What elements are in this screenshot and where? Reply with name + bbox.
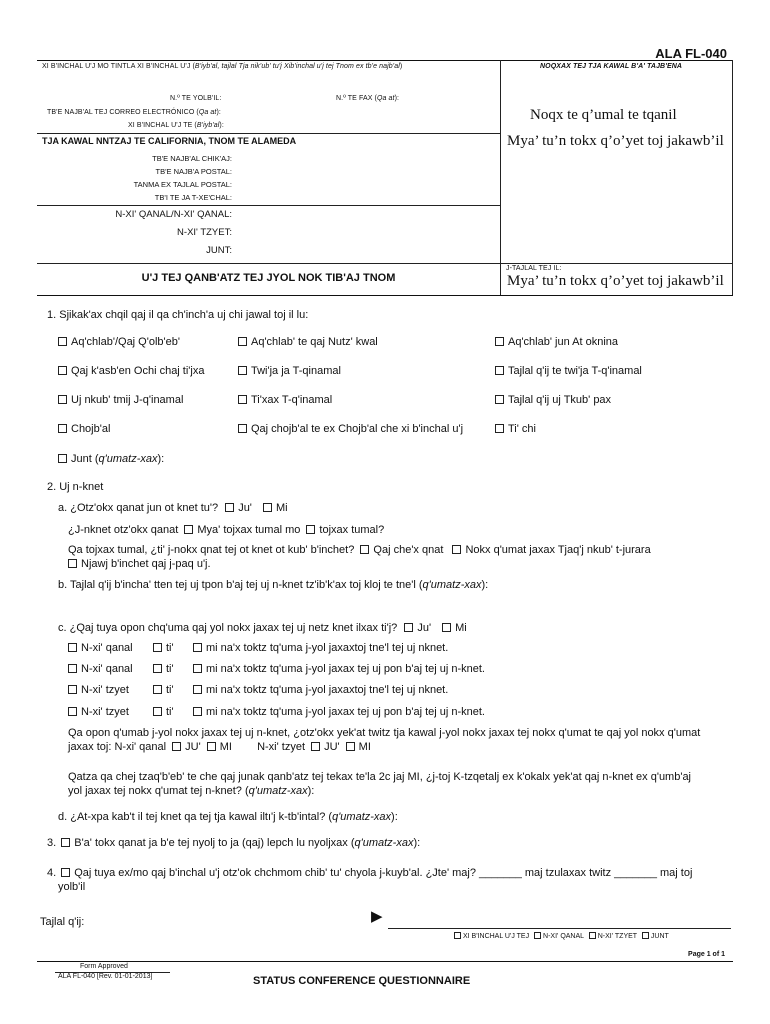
q1-option-2[interactable]: Aq'chlab' te qaj Nutz' kwal — [238, 336, 378, 348]
checkbox[interactable] — [238, 424, 247, 433]
document-title: U'J TEJ QANB'ATZ TEJ JYOL NOK TIB'AJ TNOM — [141, 272, 396, 284]
email-label: TB'E NAJB'AL TEJ CORREO ELECTRÓNICO (Qa at): — [47, 109, 221, 116]
footer-rule — [37, 961, 733, 962]
no-checkbox[interactable] — [193, 643, 202, 652]
q1-option-11[interactable]: Qaj chojb'al te ex Chojb'al che xi b'inchal u'j — [238, 423, 463, 435]
checkbox[interactable] — [495, 366, 504, 375]
q1-option-10[interactable]: Chojb'al — [58, 423, 110, 435]
checkbox[interactable] — [238, 337, 247, 346]
q2b-text: b. Tajlal q'ij b'incha' tten tej uj tpon b'aj tej uj n-knet tz'ib'k'ax toj kloj te tne'l (q'umatz-xax): — [58, 579, 489, 591]
q1-option-9[interactable]: Tajlal q'ij uj Tkub' pax — [495, 394, 611, 406]
checkbox[interactable] — [58, 337, 67, 346]
q2a-yes-checkbox[interactable] — [225, 503, 234, 512]
yes-checkbox[interactable] — [153, 685, 162, 694]
q2c-petitioner-no-checkbox[interactable] — [207, 742, 216, 751]
q2c-row — [68, 642, 448, 654]
checkbox[interactable] — [495, 424, 504, 433]
q2d-text: d. ¿At-xpa kab't il tej knet qa tej tja kawal iltı'j k-tb'intal? (q'umatz-xax): — [58, 811, 398, 823]
row-description: mi na'x toktz tq'uma j-yol jaxax tej uj pon b'aj tej uj n-knet. — [206, 706, 485, 718]
q2a-text: a. ¿Otz'okx qanat jun ot knet tu'? Ju' Mi — [58, 502, 288, 514]
q1-text: 1. Sjikak'ax chqil qaj il qa ch'inch'a uj chi jawal toj il lu: — [47, 309, 309, 321]
q2-title: 2. Uj n-knet — [47, 481, 104, 493]
q2c-note-line1: Qatza qa chej tzaq'b'eb' te che qaj junak qanb'atz tej tekax te'la 2c jaj MI, ¿j-toj K-tzqetalj ex k'okalx yek'at qaj n-knet ex q'umb'aj — [68, 771, 692, 783]
court-use-label: NOQXAX TEJ TJA KAWAL B'A' TAJB'ENA — [540, 63, 683, 70]
yes-label: ti' — [166, 706, 174, 718]
q1-option-other[interactable]: Junt (q'umatz-xax): — [58, 453, 164, 465]
court-box-line1: Noqx te q’umal te tqanil — [530, 107, 677, 123]
q2c-row — [68, 663, 485, 675]
checkbox[interactable] — [58, 395, 67, 404]
form-revision: ALA FL-040 [Rev. 01-01-2013] — [58, 973, 153, 980]
fax-label: N.º TE FAX (Qa at): — [336, 95, 400, 102]
checkbox[interactable] — [534, 932, 541, 939]
q1-option-1[interactable]: Aq'chlab'/Qaj Q'olb'eb' — [58, 336, 180, 348]
branch-label: TB'I TE JA T-XE'CHAL: — [154, 193, 232, 202]
party-checkbox[interactable] — [68, 664, 77, 673]
party-checkbox[interactable] — [68, 643, 77, 652]
header-right-border — [732, 60, 733, 295]
q2a-complete-checkbox[interactable] — [306, 525, 315, 534]
no-checkbox[interactable] — [193, 707, 202, 716]
case-number-value: Mya’ tu’n tokx q’o’yet toj jakawb’il — [507, 273, 724, 289]
checkbox[interactable] — [495, 395, 504, 404]
yes-checkbox[interactable] — [153, 664, 162, 673]
checkbox[interactable] — [238, 395, 247, 404]
party-label: N-xi' qanal — [81, 663, 133, 675]
q3-text: 3. B'a' tokx qanat ja b'e tej nyolj to ja (qaj) lepch lu nyoljxax (q'umatz-xax): — [47, 837, 421, 849]
q2a-report-served-checkbox[interactable] — [452, 545, 461, 554]
q2a-no-checkbox[interactable] — [263, 503, 272, 512]
q2c-no-checkbox[interactable] — [442, 623, 451, 632]
q2c-sub-line2: jaxax toj: N-xi' qanal JU' MI N-xi' tzyet JU' MI — [68, 741, 371, 753]
q2c-respondent-yes-checkbox[interactable] — [311, 742, 320, 751]
q2c-respondent-no-checkbox[interactable] — [346, 742, 355, 751]
yes-checkbox[interactable] — [153, 643, 162, 652]
street-label: TB'E NAJB'AL CHIK'AJ: — [152, 154, 232, 163]
row-description: mi na'x toktz tq'uma j-yol jaxaxtoj tne'l tej uj nknet. — [206, 684, 449, 696]
parties-rule — [37, 263, 733, 264]
yes-label: ti' — [166, 663, 174, 675]
q2c-note-line2: yol jaxax tej nokx q'umat tej n-knet? (q'umatz-xax): — [68, 785, 315, 797]
q1-option-3[interactable]: Aq'chlab' jun At oknina — [495, 336, 618, 348]
party-label: N-xi' tzyet — [81, 706, 129, 718]
q2a-completed-question: ¿J-nknet otz'okx qanat Mya' tojxax tumal mo tojxax tumal? — [68, 524, 385, 536]
row-description: mi na'x toktz tq'uma j-yol jaxaxtoj tne'l tej uj nknet. — [206, 642, 449, 654]
signature-role-options: XI B'INCHAL U'J TEJ N-XI' QANAL N-XI' TZYET JUNT — [454, 932, 669, 940]
yes-label: ti' — [166, 684, 174, 696]
checkbox[interactable] — [454, 932, 461, 939]
party-label: XI B'INCHAL U'J MO TINTLA XI B'INCHAL U'J (B'iyb'al, tajlal Tja nik'ub' tu'j Xib'inchal u'j tej Tnom ex tb'e najb'al) — [42, 63, 403, 70]
header-divider — [500, 60, 501, 295]
q3-checkbox[interactable] — [61, 838, 70, 847]
attorney-label: XI B'INCHAL U'J TE (B'iyb'al): — [128, 122, 224, 129]
q1-option-12[interactable]: Ti' chi — [495, 423, 536, 435]
q2a-report-not-done[interactable]: Njawj b'inchet qaj j-paq u'j. — [68, 558, 211, 570]
yes-label: ti' — [166, 642, 174, 654]
q1-option-5[interactable]: Twi'ja ja T-qinamal — [238, 365, 341, 377]
q2c-yes-checkbox[interactable] — [404, 623, 413, 632]
form-id: ALA FL-040 — [655, 46, 727, 61]
footer-title: STATUS CONFERENCE QUESTIONNAIRE — [253, 975, 471, 987]
petitioner-label: N-XI' QANAL/N-XI' QANAL: — [115, 209, 232, 220]
checkbox[interactable] — [642, 932, 649, 939]
joint-label: JUNT: — [206, 245, 232, 256]
party-label: N-xi' tzyet — [81, 684, 129, 696]
q2a-not-complete-checkbox[interactable] — [184, 525, 193, 534]
q1-option-7[interactable]: Uj nkub' tmij J-q'inamal — [58, 394, 183, 406]
court-name: TJA KAWAL NNTZAJ TE CALIFORNIA, TNOM TE ALAMEDA — [42, 136, 297, 146]
mailing-label: TB'E NAJB'A POSTAL: — [155, 167, 232, 176]
date-label: Tajlal q'ij: — [40, 916, 85, 928]
party-checkbox[interactable] — [68, 685, 77, 694]
q2a-report-filed-checkbox[interactable] — [360, 545, 369, 554]
page-number: Page 1 of 1 — [688, 951, 725, 958]
row-description: mi na'x toktz tq'uma j-yol jaxax tej uj pon b'aj tej uj n-knet. — [206, 663, 485, 675]
title-bottom-rule — [37, 295, 733, 296]
q4-checkbox[interactable] — [61, 868, 70, 877]
q2c-petitioner-yes-checkbox[interactable] — [172, 742, 181, 751]
yes-checkbox[interactable] — [153, 707, 162, 716]
checkbox[interactable] — [58, 454, 67, 463]
signature-arrow-icon: ▶ — [371, 908, 383, 925]
q1-option-8[interactable]: Ti'xax T-q'inamal — [238, 394, 332, 406]
city-label: TANMA EX TAJLAL POSTAL: — [133, 180, 232, 189]
q2c-row — [68, 706, 485, 718]
no-checkbox[interactable] — [193, 685, 202, 694]
q2a-report-question: Qa tojxax tumal, ¿ti' j-nokx qnat tej ot knet ot kub' b'inchet? Qaj che'x qnat Nokx q'umat jaxax Tjaq'j nkub' t-jurara — [68, 544, 651, 556]
q4-line1: 4. Qaj tuya ex/mo qaj b'inchal u'j otz'ok chchmom chib' tu' chyola j-kuyb'al. ¿Jte' maj? _______ maj tzulaxax twitz _______ maj toj — [47, 867, 693, 879]
court-box-line2: Mya’ tu’n tokx q’o’yet toj jakawb’il — [507, 133, 724, 149]
q2c-sub-line1: Qa opon q'umab j-yol nokx jaxax tej uj n-knet, ¿otz'okx yek'at twitz tja kawal j-yol nokx jaxax tej nokx q'umat te qaj yol nokx q'umat — [68, 727, 701, 739]
attorney-rule — [37, 133, 500, 134]
q4-line2: yolb'il — [58, 881, 86, 893]
case-number-label: J-TAJLAL TEJ IL: — [506, 265, 562, 272]
header-top-rule — [37, 60, 733, 61]
party-label: N-xi' qanal — [81, 642, 133, 654]
checkbox[interactable] — [495, 337, 504, 346]
signature-line[interactable] — [388, 928, 731, 929]
checkbox[interactable] — [589, 932, 596, 939]
q2c-row — [68, 684, 448, 696]
phone-label: N.º TE YOLB'IL: — [170, 95, 222, 102]
no-checkbox[interactable] — [193, 664, 202, 673]
q2c-text: c. ¿Qaj tuya opon chq'uma qaj yol nokx jaxax tej uj netz knet ilxax ti'j? Ju' Mi — [58, 622, 467, 634]
checkbox[interactable] — [238, 366, 247, 375]
court-rule — [37, 205, 500, 206]
form-approved: Form Approved — [80, 963, 128, 970]
checkbox[interactable] — [68, 559, 77, 568]
checkbox[interactable] — [58, 424, 67, 433]
q1-option-4[interactable]: Qaj k'asb'en Ochi chaj ti'jxa — [58, 365, 204, 377]
respondent-label: N-XI' TZYET: — [177, 227, 232, 238]
checkbox[interactable] — [58, 366, 67, 375]
q1-option-6[interactable]: Tajlal q'ij te twi'ja T-q'inamal — [495, 365, 642, 377]
party-checkbox[interactable] — [68, 707, 77, 716]
